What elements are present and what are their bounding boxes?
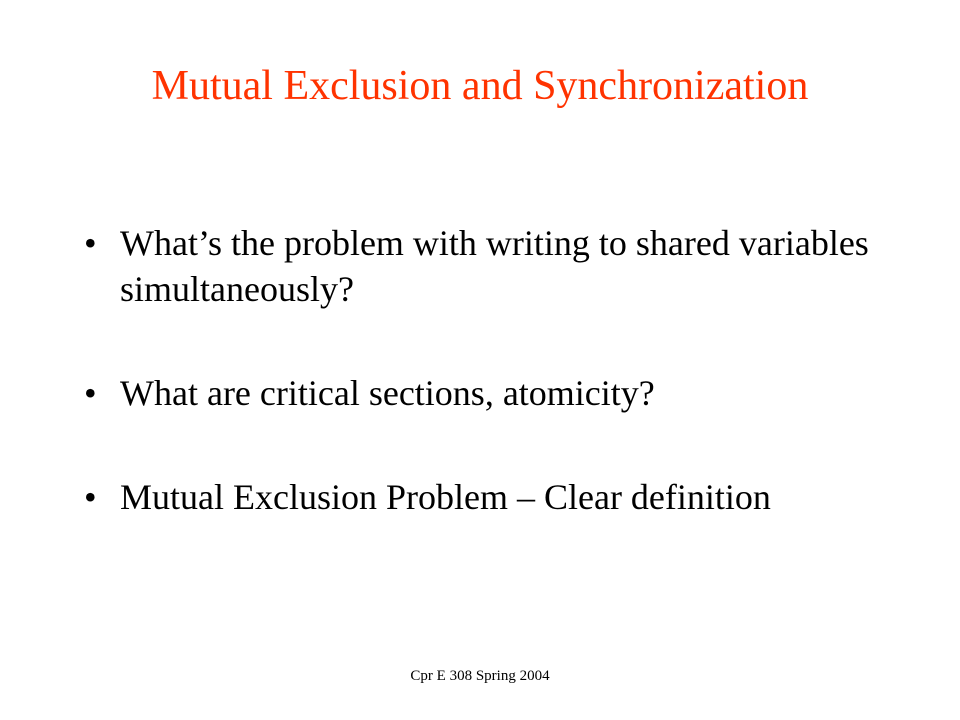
slide-title: Mutual Exclusion and Synchronization [151,63,809,109]
bullet-item [82,220,882,312]
bullet-icon: • [84,477,97,517]
bullet-icon: • [84,373,97,413]
bullet-item [82,474,882,520]
bullet-item [82,370,882,416]
bullet-text: What are critical sections, atomicity? [120,373,655,413]
bullet-icon: • [84,223,97,263]
bullet-list [82,220,882,520]
bullet-text: Mutual Exclusion Problem – Clear definition [120,477,771,517]
slide-footer: Cpr E 308 Spring 2004 [410,668,550,684]
bullet-text: What’s the problem with writing to shared variables simultaneously? [120,223,869,309]
